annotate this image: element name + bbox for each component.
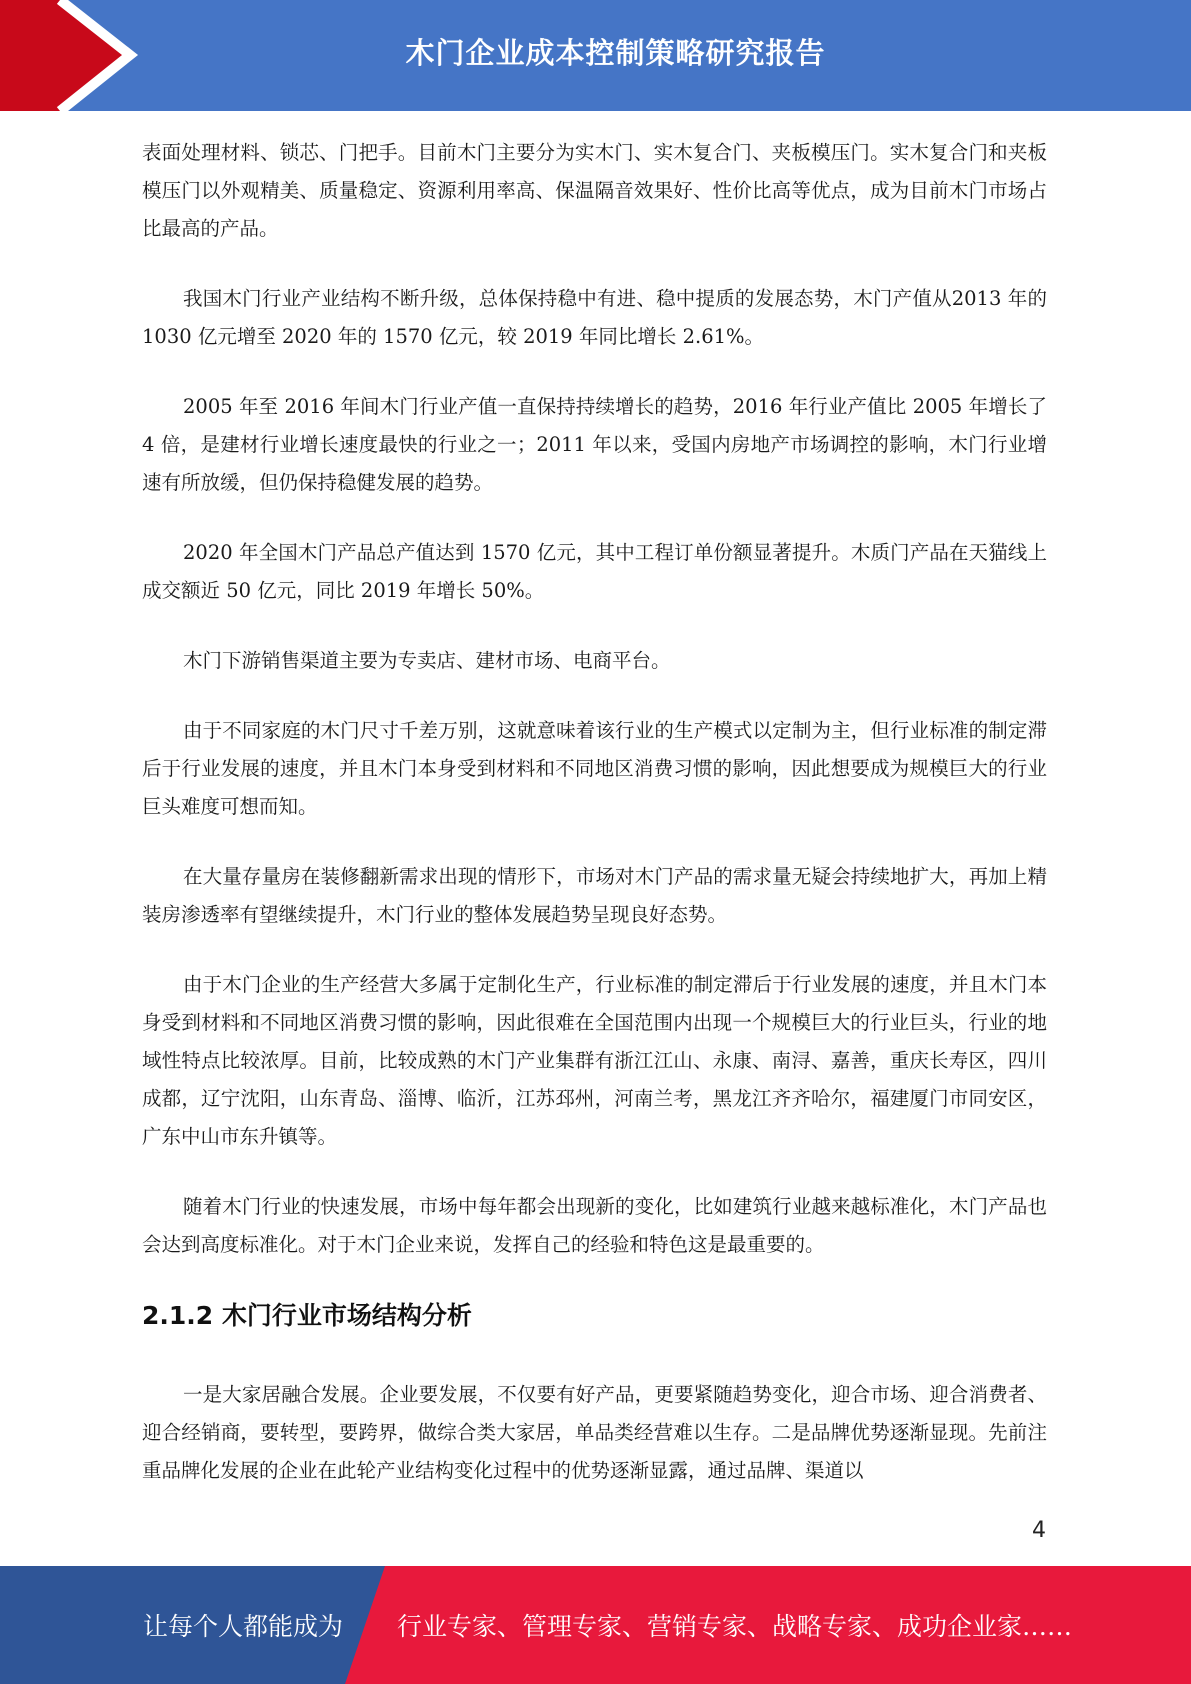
paragraph: 由于木门企业的生产经营大多属于定制化生产，行业标准的制定滞后于行业发展的速度，并且木门本身受到材料和不同地区消费习惯的影响，因此很难在全国范围内出现一个规模巨大的行业巨头，行业的地域性特点比较浓厚。目前，比较成熟的木门产业集群有浙江江山、永康、南浔、嘉善，重庆长寿区，四川成都，辽宁沈阳，山东青岛、淄博、临沂，江苏邳州，河南兰考，黑龙江齐齐哈尔，福建厦门市同安区，广东中山市东升镇等。: [142, 973, 1047, 1148]
paragraph: 随着木门行业的快速发展，市场中每年都会出现新的变化，比如建筑行业越来越标准化，木门产品也会达到高度标准化。对于木门企业来说，发挥自己的经验和特色这是最重要的。: [142, 1195, 1047, 1256]
paragraph: 2005 年至 2016 年间木门行业产值一直保持持续增长的趋势，2016 年行业产值比 2005 年增长了 4 倍，是建材行业增长速度最快的行业之一；2011 年以来，受国内房地产市场调控的影响，木门行业增速有所放缓，但仍保持稳健发展的趋势。: [142, 395, 1047, 494]
footer-slogan-left: 让每个人都能成为: [143, 1612, 344, 1641]
paragraph: 我国木门行业产业结构不断升级，总体保持稳中有进、稳中提质的发展态势，木门产值从2013 年的 1030 亿元增至 2020 年的 1570 亿元，较 2019 年同比增长 2.61%。: [142, 287, 1047, 348]
page-footer: [0, 1566, 1191, 1684]
paragraph: 在大量存量房在装修翻新需求出现的情形下，市场对木门产品的需求量无疑会持续地扩大，再加上精装房渗透率有望继续提升，木门行业的整体发展趋势呈现良好态势。: [142, 865, 1047, 926]
footer-slogan-right: 行业专家、管理专家、营销专家、战略专家、成功企业家……: [397, 1612, 1073, 1641]
page-header: [0, 0, 1191, 111]
paragraph: 由于不同家庭的木门尺寸千差万别，这就意味着该行业的生产模式以定制为主，但行业标准的制定滞后于行业发展的速度，并且木门本身受到材料和不同地区消费习惯的影响，因此想要成为规模巨大的行业巨头难度可想而知。: [142, 719, 1047, 818]
paragraph: 2020 年全国木门产品总产值达到 1570 亿元，其中工程订单份额显著提升。木质门产品在天猫线上成交额近 50 亿元，同比 2019 年增长 50%。: [142, 541, 1047, 602]
paragraph: 表面处理材料、锁芯、门把手。目前木门主要分为实木门、实木复合门、夹板模压门。实木复合门和夹板模压门以外观精美、质量稳定、资源利用率高、保温隔音效果好、性价比高等优点，成为目前木门市场占比最高的产品。: [142, 141, 1047, 240]
page-number: 4: [1032, 1518, 1046, 1543]
document-body: [142, 134, 1047, 1522]
section-heading: 2.1.2 木门行业市场结构分析: [142, 1301, 472, 1330]
report-title: 木门企业成本控制策略研究报告: [405, 35, 826, 70]
paragraph: 木门下游销售渠道主要为专卖店、建材市场、电商平台。: [183, 649, 671, 672]
paragraph: 一是大家居融合发展。企业要发展，不仅要有好产品，更要紧随趋势变化，迎合市场、迎合消费者、迎合经销商，要转型，要跨界，做综合类大家居，单品类经营难以生存。二是品牌优势逐渐显现。先前注重品牌化发展的企业在此轮产业结构变化过程中的优势逐渐显露，通过品牌、渠道以: [142, 1383, 1047, 1482]
